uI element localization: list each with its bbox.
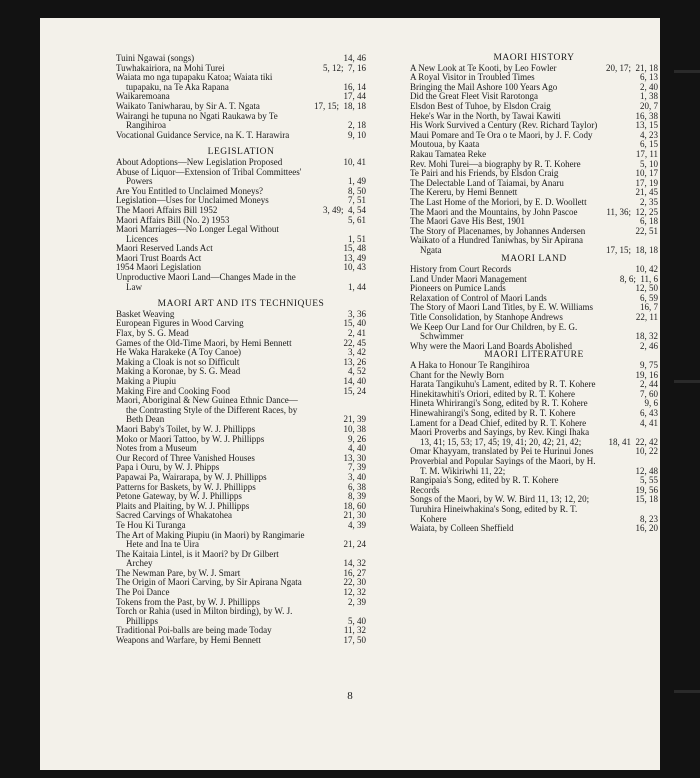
entry-title: Sacred Carvings of Whakatohea <box>116 510 233 521</box>
entry-pages: 3, 49; 4, 54 <box>322 204 366 215</box>
entry-pages: 13, 15 <box>635 120 658 131</box>
entry-pages: 22, 11 <box>635 312 658 323</box>
entry-title: Harata Tangikuhu's Lament, edited by R. T. Kohere <box>410 379 596 390</box>
entry-title: Flax, by S. G. Mead <box>116 328 189 339</box>
entry-title: Bringing the Mail Ashore 100 Years Ago <box>410 81 558 92</box>
entry-title: Chant for the Newly Born <box>410 369 504 380</box>
entry-pages: 7, 60 <box>640 388 658 399</box>
entry-pages: 16, 38 <box>635 110 658 121</box>
index-entry <box>116 73 366 92</box>
index-entry <box>410 236 658 255</box>
entry-title: Maori, Aboriginal & New Guinea Ethnic Dance—the Contrasting Style of the Different Races, by Beth Dean <box>116 395 298 425</box>
entry-pages: 2, 18 <box>348 120 366 131</box>
entry-title: Waiata, by Colleen Sheffield <box>410 523 514 534</box>
entry-title: Tuini Ngawai (songs) <box>116 53 195 63</box>
left-column <box>116 54 366 646</box>
entry-title: The Kereru, by Hemi Bennett <box>410 187 518 198</box>
entry-title: The Origin of Maori Carving, by Sir Apirana Ngata <box>116 577 302 588</box>
entry-pages: 14, 40 <box>343 376 366 386</box>
entry-title: The Newman Pare, by W. J. Smart <box>116 567 241 578</box>
entry-title: Wairangi he tupuna no Ngati Raukawa by Te Rangihiroa <box>116 110 278 131</box>
entry-pages: 17, 11 <box>635 148 658 159</box>
entry-pages: 6, 15 <box>640 139 658 150</box>
entry-title: A Royal Visitor in Troubled Times <box>410 72 535 83</box>
entry-title: The Delectable Land of Taiamai, by Anaru <box>410 177 564 188</box>
entry-title: Weapons and Warfare, by Hemi Bennett <box>116 635 261 646</box>
entry-pages: 11, 32 <box>343 625 366 636</box>
entry-pages: 10, 38 <box>343 423 366 434</box>
index-entry <box>410 476 658 486</box>
entry-title: Plaits and Plaiting, by W. J. Phillipps <box>116 500 250 511</box>
entry-pages: 8, 6; 11, 6 <box>619 273 658 284</box>
entry-pages: 19, 16 <box>635 369 658 380</box>
entry-pages: 6, 13 <box>640 72 658 83</box>
entry-pages: 5, 10 <box>640 158 658 169</box>
entry-title: 1954 Maori Legislation <box>116 262 201 273</box>
entry-title: Turuhira Hineiwhakina's Song, edited by R. T. Kohere <box>410 503 578 524</box>
entry-title: Torch or Rahia (used in Milton birding), by W. J. Phillipps <box>116 606 293 626</box>
entry-pages: 1, 51 <box>348 233 366 244</box>
entry-title: Omar Khayyam, translated by Pei te Hurinui Jones <box>410 446 594 457</box>
index-entry <box>116 112 366 131</box>
entry-pages: 22, 30 <box>343 577 366 588</box>
section-heading: MAORI LAND <box>501 254 567 265</box>
index-entry <box>116 607 366 626</box>
entry-title: Our Record of Three Vanished Houses <box>116 452 255 463</box>
entry-pages: 21, 45 <box>635 187 658 198</box>
section-heading: MAORI HISTORY <box>493 53 575 63</box>
entry-title: Waikato Taniwharau, by Sir A. T. Ngata <box>116 100 260 111</box>
entry-pages: 2, 44 <box>640 379 658 390</box>
entry-pages: 14, 46 <box>343 53 366 63</box>
entry-pages: 7, 39 <box>348 462 366 473</box>
entry-title: Traditional Poi-balls are being made Today <box>116 625 272 636</box>
index-entry <box>410 524 658 534</box>
entry-title: Rakau Tamatea Reke <box>410 148 487 159</box>
entry-title: Did the Great Fleet Visit Rarotonga <box>410 91 539 102</box>
index-entry <box>410 342 658 352</box>
entry-pages: 6, 43 <box>640 407 658 418</box>
entry-title: The Poi Dance <box>116 587 170 598</box>
entry-title: Papa i Ouru, by W. J. Phipps <box>116 462 220 473</box>
entry-pages: 20, 7 <box>640 100 658 111</box>
entry-pages: 10, 17 <box>635 168 658 179</box>
entry-pages: 10, 41 <box>343 156 366 167</box>
entry-pages: 5, 12; 7, 16 <box>322 62 366 73</box>
entry-pages: 4, 23 <box>640 129 658 140</box>
entry-title: Land Under Maori Management <box>410 273 527 284</box>
entry-pages: 9, 6 <box>644 398 658 409</box>
entry-pages: 16, 27 <box>343 567 366 578</box>
index-entry <box>116 550 366 569</box>
entry-pages: 8, 23 <box>640 513 658 524</box>
entry-title: Waikaremoana <box>116 91 170 102</box>
index-entry <box>410 428 658 447</box>
entry-pages: 16, 14 <box>343 81 366 92</box>
entry-pages: 21, 30 <box>343 510 366 521</box>
entry-title: Maori Marriages—No Longer Legal Without Licences <box>116 224 279 244</box>
entry-title: A Haka to Honour Te Rangihiroa <box>410 360 530 370</box>
entry-pages: 13, 30 <box>343 452 366 463</box>
entry-pages: 5, 40 <box>348 615 366 626</box>
entry-title: The Maori Affairs Bill 1952 <box>116 204 218 215</box>
entry-pages: 4, 52 <box>348 366 366 377</box>
entry-pages: 9, 75 <box>640 360 658 370</box>
entry-title: Maori Trust Boards Act <box>116 252 202 263</box>
entry-pages: 6, 38 <box>348 481 366 492</box>
entry-title: Patterns for Baskets, by W. J. Phillipps <box>116 481 256 492</box>
entry-pages: 3, 40 <box>348 471 366 482</box>
index-entry <box>116 636 366 646</box>
page-number: 8 <box>347 690 353 702</box>
page <box>40 18 660 770</box>
entry-pages: 21, 39 <box>343 414 366 425</box>
entry-pages: 2, 40 <box>640 81 658 92</box>
entry-pages: 2, 41 <box>348 328 366 339</box>
entry-title: Hineta Whirirangi's Song, edited by R. T. Kohere <box>410 398 588 409</box>
entry-pages: 21, 24 <box>343 539 366 550</box>
entry-title: Pioneers on Pumice Lands <box>410 283 506 294</box>
entry-pages: 5, 55 <box>640 475 658 486</box>
entry-title: Making Fire and Cooking Food <box>116 385 230 396</box>
entry-title: Maori Baby's Toilet, by W. J. Phillipps <box>116 423 256 434</box>
entry-title: Waikato of a Hundred Taniwhas, by Sir Apirana Ngata <box>410 235 583 255</box>
entry-title: The Story of Maori Land Titles, by E. W. Williams <box>410 302 593 313</box>
entry-pages: 18, 32 <box>635 331 658 342</box>
entry-pages: 6, 59 <box>640 292 658 303</box>
entry-pages: 13, 49 <box>343 252 366 263</box>
entry-pages: 2, 35 <box>640 196 658 207</box>
edge-mark <box>674 380 700 383</box>
entry-title: Vocational Guidance Service, na K. T. Harawira <box>116 129 290 140</box>
entry-pages: 1, 49 <box>348 176 366 187</box>
entry-pages: 10, 22 <box>635 446 658 457</box>
entry-pages: 1, 38 <box>640 91 658 102</box>
right-column <box>410 54 658 534</box>
entry-title: Tokens from the Past, by W. J. Phillipps <box>116 596 260 607</box>
entry-pages: 6, 18 <box>640 216 658 227</box>
entry-title: Notes from a Museum <box>116 443 197 454</box>
entry-pages: 4, 39 <box>348 519 366 530</box>
entry-title: Games of the Old-Time Maori, by Hemi Bennett <box>116 337 292 348</box>
entry-title: The Story of Placenames, by Johannes Andersen <box>410 225 586 236</box>
entry-pages: 1, 44 <box>348 281 366 292</box>
entry-title: Unproductive Maori Land—Changes Made in the Law <box>116 272 296 292</box>
index-entry <box>410 323 658 342</box>
entry-title: Abuse of Liquor—Extension of Tribal Committees' Powers <box>116 166 302 187</box>
entry-title: Papawai Pa, Wairarapa, by W. J. Phillipps <box>116 471 267 482</box>
index-entry <box>116 396 366 425</box>
entry-title: About Adoptions—New Legislation Proposed <box>116 156 283 167</box>
entry-title: Relaxation of Control of Maori Lands <box>410 292 547 303</box>
entry-title: Hinewahirangi's Song, edited by R. T. Kohere <box>410 407 576 418</box>
entry-title: Petone Gateway, by W. J. Phillipps <box>116 491 242 502</box>
index-entry <box>116 531 366 550</box>
entry-title: Lament for a Dead Chief, edited by R. T. Kohere <box>410 417 587 428</box>
entry-title: Making a Piupiu <box>116 376 176 386</box>
section-heading: MAORI LITERATURE <box>484 350 584 361</box>
section-heading: LEGISLATION <box>207 147 275 158</box>
entry-title: The Kaitaia Lintel, is it Maori? by Dr Gilbert Archey <box>116 548 279 569</box>
entry-title: Basket Weaving <box>116 308 175 319</box>
entry-title: His Work Survived a Century (Rev. Richard Taylor) <box>410 120 598 131</box>
index-entry <box>116 168 366 187</box>
entry-title: The Maori and the Mountains, by John Pascoe <box>410 206 578 217</box>
entry-title: We Keep Our Land for Our Children, by E. G. Schwimmer <box>410 321 578 342</box>
entry-pages: 2, 46 <box>640 340 658 351</box>
entry-title: Making a Cloak is not so Difficult <box>116 356 240 367</box>
entry-pages: 3, 36 <box>348 308 366 319</box>
entry-pages: 19, 56 <box>635 484 658 495</box>
entry-pages: 10, 43 <box>343 262 366 273</box>
entry-pages: 12, 50 <box>635 283 658 294</box>
entry-pages: 2, 39 <box>348 596 366 607</box>
entry-pages: 4, 41 <box>640 417 658 428</box>
entry-pages: 8, 50 <box>348 185 366 196</box>
entry-pages: 20, 17; 21, 18 <box>605 62 658 73</box>
entry-pages: 9, 10 <box>348 129 366 140</box>
entry-pages: 11, 36; 12, 25 <box>606 206 658 217</box>
entry-title: Waiata mo nga tupapaku Katoa; Waiata tiki tupapaku, na Te Aka Rapana <box>116 72 273 92</box>
entry-pages: 17, 15; 18, 18 <box>605 244 658 255</box>
entry-title: Moko or Maori Tattoo, by W. J. Phillipps <box>116 433 265 444</box>
entry-title: The Last Home of the Moriori, by E. D. Woollett <box>410 196 587 207</box>
entry-title: Songs of the Maori, by W. W. Bird 11, 13; 12, 20; <box>410 494 590 505</box>
entry-pages: 3, 42 <box>348 347 366 358</box>
entry-pages: 15, 24 <box>343 385 366 396</box>
entry-title: European Figures in Wood Carving <box>116 318 244 329</box>
entry-title: Hinekitawhiti's Oriori, edited by R. T. Kohere <box>410 388 576 399</box>
index-entry <box>410 505 658 524</box>
entry-pages: 14, 32 <box>343 558 366 569</box>
entry-pages: 15, 48 <box>343 243 366 254</box>
entry-title: Maori Reserved Lands Act <box>116 243 213 254</box>
entry-pages: 13, 26 <box>343 356 366 367</box>
entry-title: History from Court Records <box>410 264 512 275</box>
entry-title: He Waka Harakeke (A Toy Canoe) <box>116 347 242 358</box>
entry-title: Rev. Mohi Turei—a biography by R. T. Kohere <box>410 158 581 169</box>
entry-pages: 15, 18 <box>635 494 658 505</box>
entry-title: Te Pairi and his Friends, by Elsdon Craig <box>410 168 559 179</box>
entry-pages: 22, 51 <box>635 225 658 236</box>
entry-title: Legislation—Uses for Unclaimed Moneys <box>116 195 269 206</box>
index-entry <box>116 225 366 244</box>
entry-title: Maori Affairs Bill (No. 2) 1953 <box>116 214 230 225</box>
entry-pages: 10, 42 <box>635 264 658 275</box>
entry-pages: 5, 61 <box>348 214 366 225</box>
entry-title: Maui Pomare and Te Ora o te Maori, by J. F. Cody <box>410 129 593 140</box>
entry-title: Are You Entitled to Unclaimed Moneys? <box>116 185 263 196</box>
entry-pages: 17, 50 <box>343 635 366 646</box>
entry-pages: 16, 20 <box>635 523 658 534</box>
entry-title: Heke's War in the North, by Tawai Kawiti <box>410 110 561 121</box>
entry-title: Proverbial and Popular Sayings of the Maori, by H. T. M. Wikiriwhi 11, 22; <box>410 455 596 476</box>
entry-pages: 22, 45 <box>343 337 366 348</box>
entry-pages: 12, 48 <box>635 465 658 476</box>
entry-title: Rangipaia's Song, edited by R. T. Kohere <box>410 475 559 486</box>
entry-title: Making a Koronae, by S. G. Mead <box>116 366 241 377</box>
entry-pages: 17, 44 <box>343 91 366 102</box>
entry-title: Moutoua, by Kaata <box>410 139 480 150</box>
edge-mark <box>674 70 700 73</box>
entry-pages: 15, 40 <box>343 318 366 329</box>
entry-pages: 17, 15; 18, 18 <box>313 100 366 111</box>
entry-title: Title Consolidation, by Stanhope Andrews <box>410 312 563 323</box>
entry-pages: 8, 39 <box>348 491 366 502</box>
entry-title: Elsdon Best of Tuhoe, by Elsdon Craig <box>410 100 551 111</box>
entry-pages: 18, 41 22, 42 <box>608 436 658 447</box>
entry-pages: 16, 7 <box>640 302 658 313</box>
index-entry <box>116 273 366 292</box>
entry-title: Tuwhakairiora, na Mohi Turei <box>116 62 225 73</box>
entry-title: Records <box>410 484 440 495</box>
index-entry <box>410 457 658 476</box>
entry-pages: 17, 19 <box>635 177 658 188</box>
index-entry <box>116 131 366 141</box>
edge-mark <box>674 690 700 693</box>
entry-title: The Maori Gave His Best, 1901 <box>410 216 525 227</box>
entry-title: The Art of Making Piupiu (in Maori) by Rangimarie Hete and Ina te Uira <box>116 529 305 550</box>
entry-pages: 12, 32 <box>343 587 366 598</box>
entry-pages: 4, 40 <box>348 443 366 454</box>
section-heading: MAORI ART AND ITS TECHNIQUES <box>157 299 325 310</box>
entry-pages: 7, 51 <box>348 195 366 206</box>
entry-title: Why were the Maori Land Boards Abolished <box>410 340 572 351</box>
entry-title: A New Look at Te Kooti, by Leo Fowler <box>410 62 557 73</box>
entry-title: Maori Proverbs and Sayings, by Rev. Kingi Ihaka 13, 41; 15, 53; 17, 45; 19, 41; 20, 42; 21, 42; <box>410 427 590 447</box>
entry-title: Te Hou Ki Turanga <box>116 519 186 530</box>
entry-pages: 9, 26 <box>348 433 366 444</box>
entry-pages: 18, 60 <box>343 500 366 511</box>
